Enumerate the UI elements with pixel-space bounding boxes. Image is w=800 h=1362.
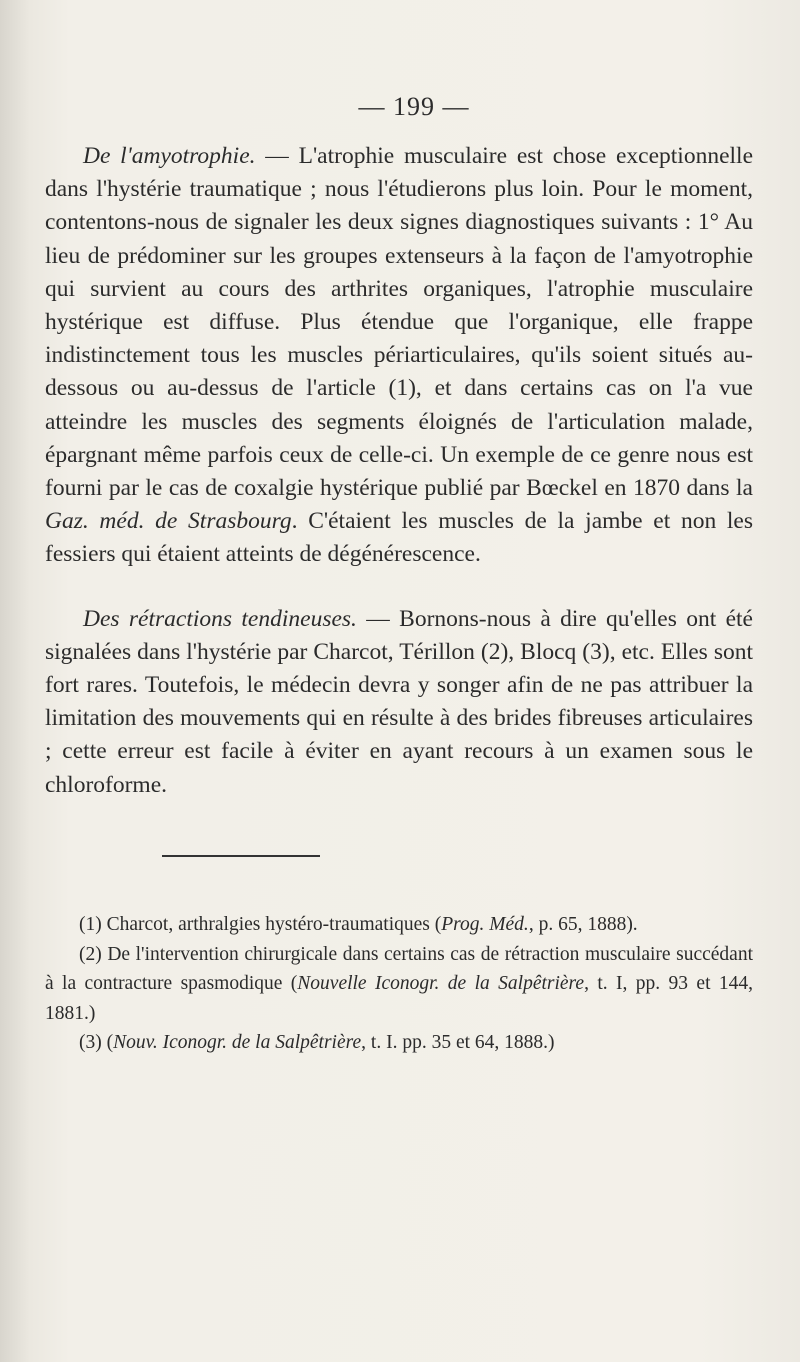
footnotes (45, 910, 753, 1058)
footnote-separator (162, 855, 320, 857)
paragraph-text-end: . C'étaient les muscles de la jambe et non les fessiers qui étaient atteints de dégénérescence. (45, 508, 753, 568)
section-title-amyotrophie: De l'amyotrophie. (83, 143, 256, 169)
footnote-text: , t. I. pp. 35 et 64, 1888.) (361, 1032, 555, 1053)
footnote-text: (3) ( (79, 1032, 114, 1053)
footnote-text: (2) De l'intervention chirurgicale dans certains cas de rétraction musculaire succédant à la contracture spasmodique ( (45, 943, 753, 994)
paragraph-retractions (45, 603, 753, 802)
paragraph-text: — Bornons-nous à dire qu'elles ont été signalées dans l'hystérie par Charcot, Térillon (2), Blocq (3), etc. Elles sont fort rares. Toutefois, le médecin devra y songer afin de ne pas attribuer la limitation des mouvements qui en résulte à des brides fibreuses articulaires ; cette erreur est facile à éviter en ayant recours à un examen sous le chloroforme. (45, 605, 753, 798)
journal-reference: Gaz. méd. de Strasbourg (45, 508, 292, 535)
footnote-3 (45, 1028, 753, 1058)
footnote-2 (45, 940, 753, 1029)
paragraph-amyotrophie (45, 140, 753, 572)
page-number: — 199 — (358, 92, 470, 121)
footnote-text: , t. I, pp. 93 et 144, 1881.) (45, 973, 753, 1024)
paragraph-text: — L'atrophie musculaire est chose exceptionnelle dans l'hystérie traumatique ; nous l'étudierons plus loin. Pour le moment, contentons-nous de signaler les deux signes diagnostiques suivants : 1° Au lieu de prédominer sur les groupes extenseurs à la façon de l'amyotrophie qui survient au cours des arthrites organiques, l'atrophie musculaire hystérique est diffuse. Plus étendue que l'organique, elle frappe indistinctement tous les muscles périarticulaires, qu'ils soient situés au-dessous ou au-dessus de l'article (1), et dans certains cas on l'a vue atteindre les muscles des segments éloignés de l'articulation malade, épargnant même parfois ceux de celle-ci. Un exemple de ce genre nous est fourni par le cas de coxalgie hystérique publié par Bœckel en 1870 dans la (45, 143, 754, 502)
section-title-retractions: Des rétractions tendineuses. (83, 605, 357, 632)
footnote-1 (45, 910, 753, 940)
footnote-reference: Nouv. Iconogr. de la Salpêtrière (113, 1032, 362, 1053)
footnote-reference: Nouvelle Iconogr. de la Salpêtrière (297, 973, 585, 994)
body-text (45, 140, 753, 802)
footnote-text: (1) Charcot, arthralgies hystéro-traumatiques ( (79, 914, 442, 935)
footnote-reference: Prog. Méd. (441, 914, 529, 935)
footnote-text: , p. 65, 1888). (528, 914, 638, 935)
